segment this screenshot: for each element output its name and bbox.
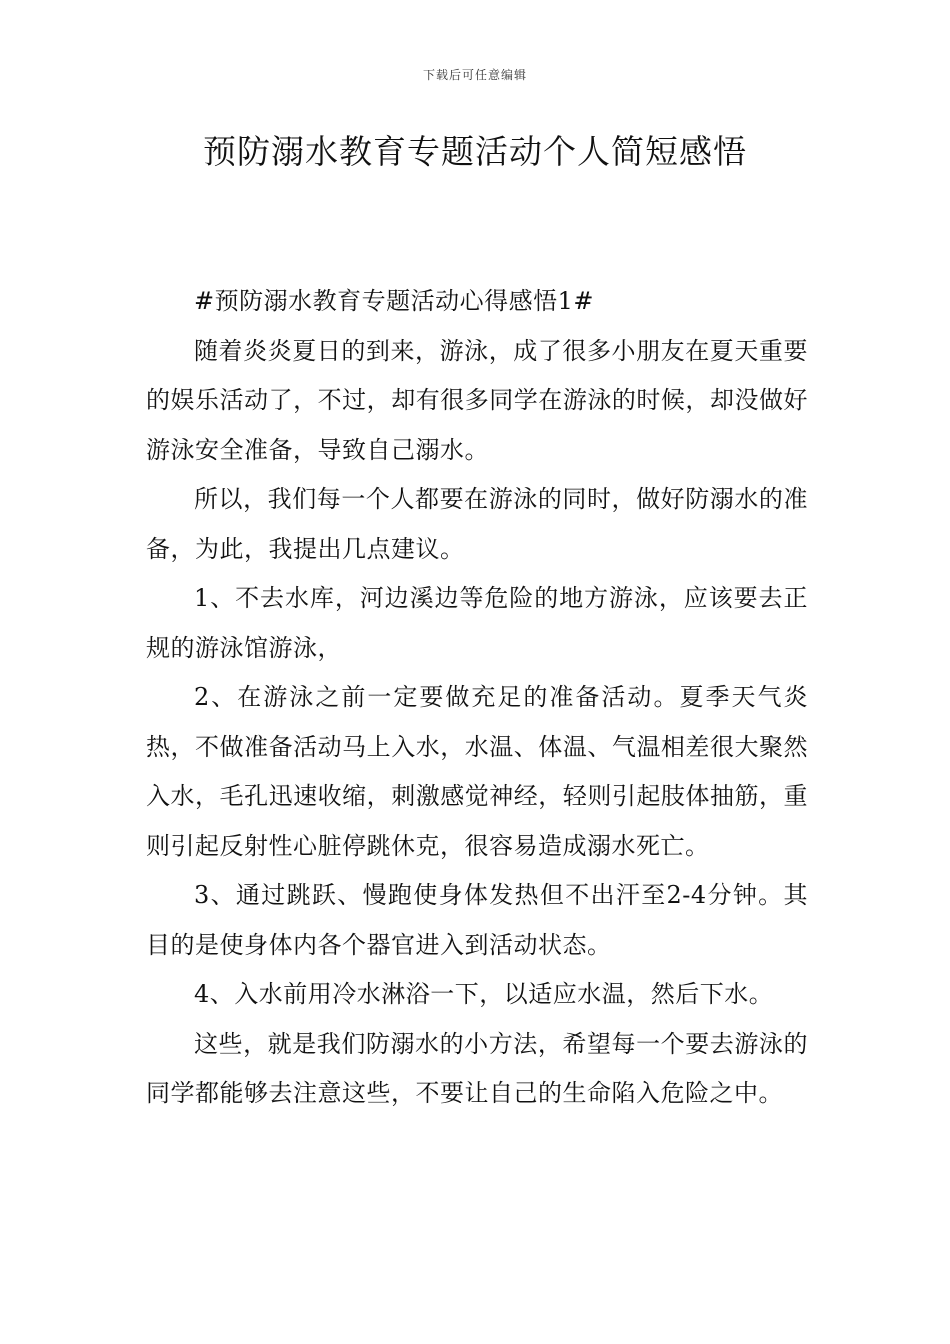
header-note: 下载后可任意编辑 (422, 68, 527, 82)
section-heading: #预防溺水教育专题活动心得感悟1# (194, 287, 594, 315)
list-item: 3、通过跳跃、慢跑使身体发热但不出汗至2-4分钟。其目的是使身体内各个器官进入到活动状态。 (146, 881, 808, 959)
document-body (146, 277, 808, 1119)
paragraph: 所以，我们每一个人都要在游泳的同时，做好防溺水的准备，为此，我提出几点建议。 (146, 485, 808, 563)
list-item: 4、入水前用冷水淋浴一下，以适应水温，然后下水。 (194, 980, 774, 1008)
list-item: 2、在游泳之前一定要做充足的准备活动。夏季天气炎热，不做准备活动马上入水，水温、体温、气温相差很大聚然入水，毛孔迅速收缩，刺激感觉神经，轻则引起肢体抽筋，重则引起反射性心脏停跳休克，很容易造成溺水死亡。 (146, 683, 808, 860)
list-item: 1、不去水库，河边溪边等危险的地方游泳，应该要去正规的游泳馆游泳， (146, 584, 808, 662)
document-title: 预防溺水教育专题活动个人简短感悟 (203, 132, 747, 171)
paragraph: 这些，就是我们防溺水的小方法，希望每一个要去游泳的同学都能够去注意这些，不要让自己的生命陷入危险之中。 (146, 1029, 808, 1107)
paragraph: 随着炎炎夏日的到来，游泳，成了很多小朋友在夏天重要的娱乐活动了，不过，却有很多同学在游泳的时候，却没做好游泳安全准备，导致自己溺水。 (146, 336, 808, 464)
